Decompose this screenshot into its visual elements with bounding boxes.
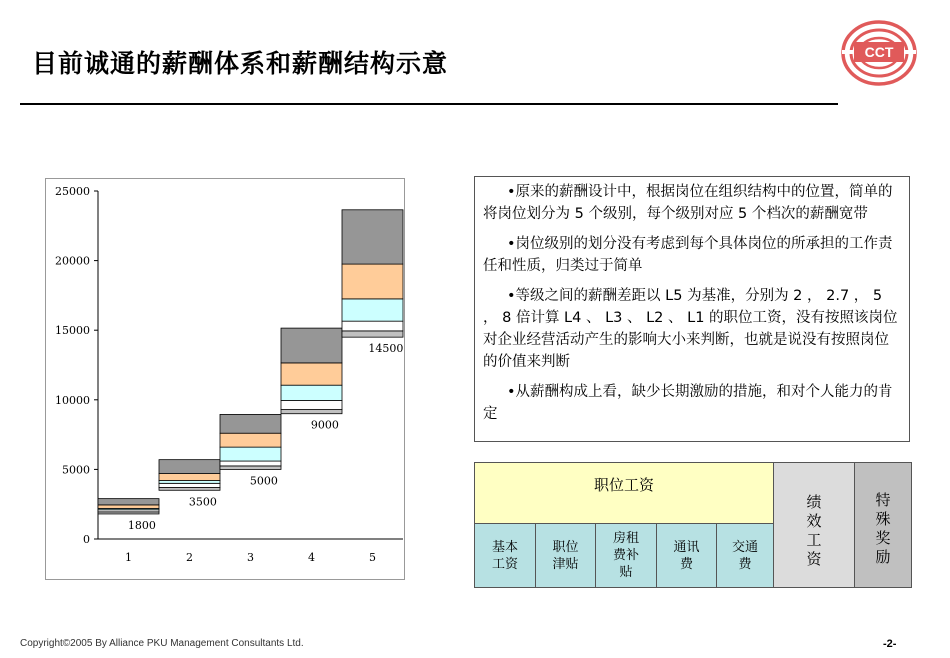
bar-segment [159,487,220,490]
base-value-label: 3500 [188,495,217,509]
bar-segment [281,400,342,409]
component-communication-fee: 通讯 费 [656,523,717,588]
salary-band-chart [45,178,405,580]
bar-segment [220,461,281,466]
bar-segment [220,433,281,447]
y-tick-label: 0 [83,533,90,546]
description-item: •原来的薪酬设计中，根据岗位在组织结构中的位置，简单的将岗位划分为 5 个级别，每个级别对应 5 个档次的薪酬宽带 [483,184,893,222]
bar-segment [159,483,220,487]
special-bonus-cell: 特 殊 奖 励 [854,462,912,588]
bar-segment [342,299,403,321]
bar-segment [281,410,342,414]
logo-graphic [840,18,918,88]
copyright-text: Copyright©2005 By Alliance PKU Management Consultants Ltd. [20,638,304,649]
x-tick-label: 5 [369,551,376,564]
base-value-label: 9000 [310,418,339,432]
bar-segment [220,414,281,433]
y-tick-label: 10000 [55,393,90,407]
bar-segment [342,264,403,299]
y-tick-label: 25000 [55,185,90,198]
bar-segment [159,474,220,481]
base-value-label: 5000 [249,474,278,488]
bar-segment [220,466,281,469]
component-basic-salary: 基本 工资 [474,523,536,588]
bar-segment [281,385,342,400]
salary-structure-table [474,462,912,588]
bar-segment [281,328,342,363]
y-tick-label: 15000 [55,324,90,338]
component-housing-subsidy: 房租 费补 贴 [595,523,657,588]
position-pay-cell: 职位工资 [474,462,774,524]
bar-segment [342,321,403,331]
bar-segment [220,447,281,461]
bar-segment [342,331,403,337]
title-divider [20,103,838,105]
component-position-allowance: 职位 津贴 [535,523,596,588]
x-tick-label: 3 [247,551,254,564]
base-value-label: 1800 [127,518,156,532]
y-tick-label: 20000 [55,254,90,268]
base-value-label: 14500 [368,342,404,356]
x-tick-label: 2 [186,551,193,564]
bar-segment [159,460,220,474]
cct-logo [840,18,918,88]
x-tick-label: 1 [125,551,132,564]
page-title: 目前诚通的薪酬体系和薪酬结构示意 [32,49,449,78]
bar-segment [281,363,342,385]
description-item: •从薪酬构成上看，缺少长期激励的措施，和对个人能力的肯定 [483,384,893,422]
description-item: •岗位级别的划分没有考虑到每个具体岗位的所承担的工作责任和性质，归类过于简单 [483,236,893,274]
chart-svg [46,179,404,579]
description-box [474,176,910,442]
x-tick-label: 4 [308,551,315,564]
bar-segment [98,505,159,508]
y-tick-label: 5000 [62,463,90,477]
logo-text: CCT [864,44,894,60]
performance-pay-cell: 绩 效 工 资 [773,462,855,588]
bar-segment [159,481,220,484]
bar-segment [342,210,403,264]
description-item: •等级之间的薪酬差距以 L5 为基准，分别为 2 ， 2.7 ， 5 ， 8 倍计算 L4 、 L3 、 L2 、 L1 的职位工资，没有按照该岗位对企业经营活动产生的影响大小来判断，也就是说没有按照岗位的价值来判断 [483,288,898,370]
component-transport-fee: 交通 费 [716,523,774,588]
page-number: -2- [883,638,897,650]
bar-segment [98,499,159,505]
